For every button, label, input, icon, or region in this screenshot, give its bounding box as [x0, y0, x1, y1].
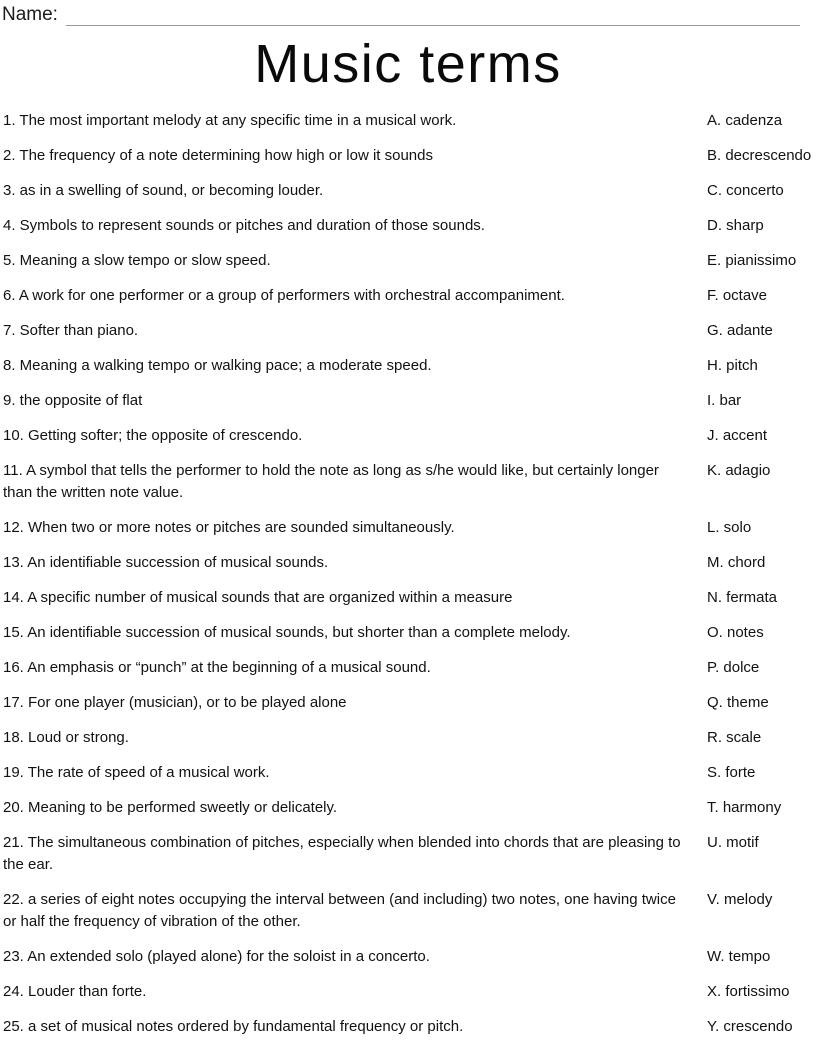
question-text: 22. a series of eight notes occupying the interval between (and including) two notes, one having twice or half the frequency of vibration of the other. — [3, 891, 676, 930]
match-row — [3, 889, 816, 933]
question-text: 8. Meaning a walking tempo or walking pace; a moderate speed. — [3, 357, 432, 374]
match-row — [3, 762, 816, 784]
question-text: 11. A symbol that tells the performer to hold the note as long as s/he would like, but certainly longer than the written note value. — [3, 462, 659, 501]
question-text: 23. An extended solo (played alone) for the soloist in a concerto. — [3, 948, 430, 965]
answer-text: B. decrescendo — [707, 147, 812, 164]
answer-text: R. scale — [707, 729, 762, 746]
name-label: Name: — [2, 4, 58, 25]
match-row — [3, 145, 816, 167]
question-text: 17. For one player (musician), or to be played alone — [3, 694, 347, 711]
match-row — [3, 727, 816, 749]
match-row — [3, 981, 816, 1003]
match-row — [3, 797, 816, 819]
answer-text: O. notes — [707, 624, 764, 641]
answer-text: S. forte — [707, 764, 756, 781]
answer-text: I. bar — [707, 392, 742, 409]
answer-text: K. adagio — [707, 462, 771, 479]
question-text: 9. the opposite of flat — [3, 392, 143, 409]
match-row — [3, 180, 816, 202]
match-row — [3, 692, 816, 714]
question-text: 7. Softer than piano. — [3, 322, 139, 339]
match-row — [3, 390, 816, 412]
question-text: 14. A specific number of musical sounds that are organized within a measure — [3, 589, 513, 606]
match-list — [0, 110, 816, 1038]
answer-text: F. octave — [707, 287, 768, 304]
question-text: 1. The most important melody at any specific time in a musical work. — [3, 112, 457, 129]
answer-text: M. chord — [707, 554, 766, 571]
answer-text: U. motif — [707, 834, 759, 851]
answer-text: W. tempo — [707, 948, 771, 965]
question-text: 12. When two or more notes or pitches are sounded simultaneously. — [3, 519, 455, 536]
match-row — [3, 1016, 816, 1038]
match-row — [3, 657, 816, 679]
answer-text: H. pitch — [707, 357, 758, 374]
question-text: 2. The frequency of a note determining how high or low it sounds — [3, 147, 433, 164]
answer-text: Y. crescendo — [707, 1018, 793, 1035]
match-row — [3, 215, 816, 237]
answer-text: E. pianissimo — [707, 252, 797, 269]
answer-text: T. harmony — [707, 799, 782, 816]
match-row — [3, 425, 816, 447]
question-text: 19. The rate of speed of a musical work. — [3, 764, 270, 781]
match-row — [3, 285, 816, 307]
name-row — [0, 0, 816, 26]
answer-text: V. melody — [707, 891, 773, 908]
match-row — [3, 832, 816, 876]
question-text: 25. a set of musical notes ordered by fundamental frequency or pitch. — [3, 1018, 464, 1035]
answer-text: D. sharp — [707, 217, 764, 234]
answer-text: J. accent — [707, 427, 768, 444]
question-text: 3. as in a swelling of sound, or becoming louder. — [3, 182, 324, 199]
answer-text: Q. theme — [707, 694, 769, 711]
question-text: 15. An identifiable succession of musical sounds, but shorter than a complete melody. — [3, 624, 571, 641]
question-text: 4. Symbols to represent sounds or pitches and duration of those sounds. — [3, 217, 485, 234]
answer-text: C. concerto — [707, 182, 784, 199]
answer-text: A. cadenza — [707, 112, 783, 129]
match-row — [3, 320, 816, 342]
question-text: 20. Meaning to be performed sweetly or delicately. — [3, 799, 338, 816]
match-row — [3, 946, 816, 968]
match-row — [3, 355, 816, 377]
match-row — [3, 552, 816, 574]
question-text: 10. Getting softer; the opposite of crescendo. — [3, 427, 303, 444]
question-text: 6. A work for one performer or a group of performers with orchestral accompaniment. — [3, 287, 565, 304]
question-text: 21. The simultaneous combination of pitches, especially when blended into chords that are pleasing to the ear. — [3, 834, 681, 873]
question-text: 13. An identifiable succession of musical sounds. — [3, 554, 329, 571]
match-row — [3, 460, 816, 504]
match-row — [3, 622, 816, 644]
page-title: Music terms — [254, 34, 562, 94]
match-row — [3, 250, 816, 272]
answer-text: L. solo — [707, 519, 752, 536]
question-text: 24. Louder than forte. — [3, 983, 147, 1000]
answer-text: P. dolce — [707, 659, 760, 676]
question-text: 18. Loud or strong. — [3, 729, 129, 746]
question-text: 16. An emphasis or “punch” at the beginning of a musical sound. — [3, 659, 431, 676]
answer-text: N. fermata — [707, 589, 778, 606]
name-blank-line — [66, 6, 800, 26]
match-row — [3, 587, 816, 609]
match-row — [3, 517, 816, 539]
answer-text: X. fortissimo — [707, 983, 790, 1000]
answer-text: G. adante — [707, 322, 773, 339]
match-row — [3, 110, 816, 132]
question-text: 5. Meaning a slow tempo or slow speed. — [3, 252, 271, 269]
